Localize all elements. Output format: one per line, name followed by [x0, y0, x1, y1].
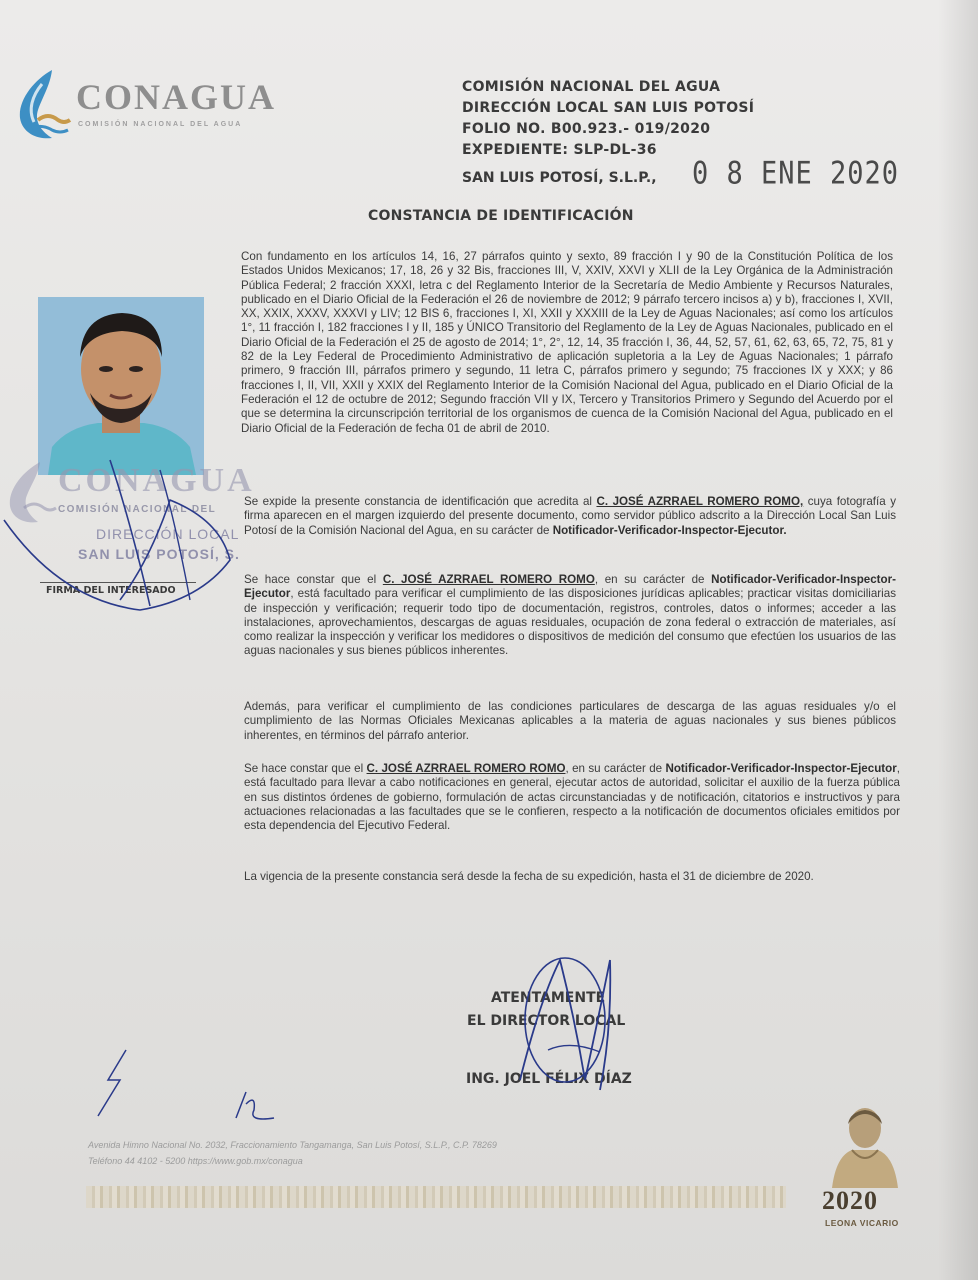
- text-run: cuya fotografía y firma aparecen en el margen izquierdo del presente documento, como servidor público adscrito a la Dirección Local San Luis Potosí de la Comisión Nacional del Agua, en su carácter de: [244, 495, 896, 537]
- id-photo: [38, 297, 204, 475]
- leona-vicario-portrait-icon: [822, 1102, 908, 1188]
- document-title: CONSTANCIA DE IDENTIFICACIÓN: [368, 208, 634, 224]
- person-name: C. JOSÉ AZRRAEL ROMERO ROMO: [366, 762, 566, 775]
- signer-name: ING. JOEL FÉLIX DÍAZ: [466, 1071, 632, 1087]
- role-title: Notificador-Verificador-Inspector-Ejecutor: [244, 573, 896, 601]
- logo-word: CONAGUA: [76, 77, 276, 117]
- text-run: , en su carácter de: [565, 762, 666, 775]
- text-run: , está facultado para verificar el cumplimiento de las disposiciones jurídicas aplicables; practicar visitas domiciliarias de inspección y verificación; requerir todo tipo de documentación, registros, controles, datos o informes; acceder a las instalaciones, aprovechamientos, descargas de aguas residuales, ocupación de zona federal o extracción de materiales, así como realizar la inspección y verificar los medidores o dispositivos de medición del consumo que efectúen los usuarios de las aguas nacionales y sus bienes públicos inherentes.: [244, 587, 896, 658]
- validity-paragraph: La vigencia de la presente constancia será desde la fecha de su expedición, hasta el 31 de diciembre de 2020.: [244, 870, 814, 883]
- signer-position: EL DIRECTOR LOCAL: [467, 1013, 626, 1029]
- footer-contact: Teléfono 44 4102 - 5200 https://www.gob.mx/conagua: [88, 1156, 303, 1166]
- text-run: Se expide la presente constancia de identificación que acredita al: [244, 495, 597, 508]
- person-name: C. JOSÉ AZRRAEL ROMERO ROMO,: [596, 495, 804, 508]
- signature-line: [40, 582, 196, 583]
- notification-paragraph: [244, 762, 900, 833]
- decorative-footer-strip: [86, 1186, 786, 1208]
- water-drop-logo-icon: [12, 66, 76, 146]
- header-institution: COMISIÓN NACIONAL DEL AGUA: [462, 79, 721, 95]
- emblem-name: LEONA VICARIO: [825, 1218, 899, 1228]
- seal-city: SAN LUIS POTOSÍ, S.: [78, 546, 240, 562]
- emblem-year: 2020: [822, 1186, 878, 1215]
- header-expediente: EXPEDIENTE: SLP-DL-36: [462, 142, 657, 158]
- conagua-logo: [12, 66, 312, 146]
- text-run: Se hace constar que el: [244, 573, 383, 586]
- text-run: , está facultado para llevar a cabo notificaciones en general, ejecutar actos de autoridad, solicitar el auxilio de la fuerza pública en sus distintos órdenes de gobierno, formulación de actas circunstanciadas y de notificación, citatorios e instructivos y para actuaciones relacionadas a las facultades que se le confieren, respecto a la notificación de documentos oficiales emitidos por esta dependencia del Ejecutivo Federal.: [244, 762, 900, 833]
- logo-subtitle: COMISIÓN NACIONAL DEL AGUA: [78, 121, 243, 128]
- document-header: [462, 77, 882, 161]
- legal-basis-paragraph: Con fundamento en los artículos 14, 16, 27 párrafos quinto y sexto, 89 fracción I y 90 de la Constitución Política de los Estados Unidos Mexicanos; 17, 18, 26 y 32 Bis, fracciones III, V, XXIV, XXVI y XLII de la Ley Orgánica de la Administración Pública Federal; 2 fracción XXXI, letra c del Reglamento Interior de la Secretaría de Medio Ambiente y Recursos Naturales, publicado en el Diario Oficial de la Federación el 26 de noviembre de 2012; 9 párrafo tercero incisos a) y b), fracciones I, XVII, XX, XXIX, XXXV, XXXVI y LIV; 12 BIS 6, fracciones I, XI, XXII y XXXIII de la Ley de Aguas Nacionales; así como los artículos 1°, 11 fracción I, 182 fracciones I y II, 185 y ÚNICO Transitorio del Reglamento de la Ley de Aguas Nacionales, publicado en el Diario Oficial de la Federación el 25 de agosto de 2014; 1°, 2°, 12, 14, 35 fracción I, 36, 44, 52, 57, 61, 62, 63, 65, 72, 75, 81 y 82 de la Ley Federal de Procedimiento Administrativo de aplicación supletoria a la Ley de Aguas Nacionales; 1 párrafo primero, 9 fracción III, párrafos primero y segundo, 11 letra C, párrafos primero y segundo; 75 fracciones IX y XXX; y 86 fracciones I, II, VII, XXII y XXIX del Reglamento Interior de la Comisión Nacional del Agua, publicado en el Diario Oficial de la Federación el 12 de octubre de 2012; Segundo fracción VII y IX, Tercero y Transitorios Primero y Segundo del Acuerdo por el que se determina la circunscripción territorial de los organismos de cuenca de la Comisión Nacional del Agua, publicado en el Diario Oficial de la Federación de fecha 01 de abril de 2010.: [241, 250, 893, 435]
- role-title: Notificador-Verificador-Inspector-Ejecutor: [665, 762, 897, 775]
- person-photo-image: [38, 297, 204, 475]
- faculties-paragraph: [244, 573, 896, 659]
- issuance-paragraph: [244, 495, 896, 538]
- seal-word: CONAGUA: [58, 462, 255, 499]
- footer-address: Avenida Himno Nacional No. 2032, Fraccionamiento Tangamanga, San Luis Potosí, S.L.P., C.P. 78269: [88, 1140, 497, 1150]
- person-name: C. JOSÉ AZRRAEL ROMERO ROMO: [382, 573, 595, 586]
- date-stamp: 0 8 ENE 2020: [692, 155, 900, 192]
- text-run: Se hace constar que el: [244, 762, 367, 775]
- role-title: Notificador-Verificador-Inspector-Ejecutor.: [552, 523, 787, 537]
- closing-word: ATENTAMENTE: [491, 990, 606, 1006]
- additional-paragraph: Además, para verificar el cumplimiento de las condiciones particulares de descarga de las aguas residuales y/o el cumplimiento de las Normas Oficiales Mexicanas aplicables a la materia de aguas nacionales y sus bienes públicos inherentes, en términos del párrafo anterior.: [244, 700, 896, 742]
- seal-office: DIRECCIÓN LOCAL: [96, 526, 240, 542]
- header-folio: FOLIO NO. B00.923.- 019/2020: [462, 121, 711, 137]
- seal-subtitle: COMISIÓN NACIONAL DEL: [58, 504, 217, 515]
- place-line: SAN LUIS POTOSÍ, S.L.P.,: [462, 170, 657, 186]
- firma-label: FIRMA DEL INTERESADO: [46, 585, 176, 596]
- header-office: DIRECCIÓN LOCAL SAN LUIS POTOSÍ: [462, 100, 755, 116]
- seal-drop-icon: [2, 458, 62, 528]
- text-run: , en su carácter de: [594, 573, 712, 586]
